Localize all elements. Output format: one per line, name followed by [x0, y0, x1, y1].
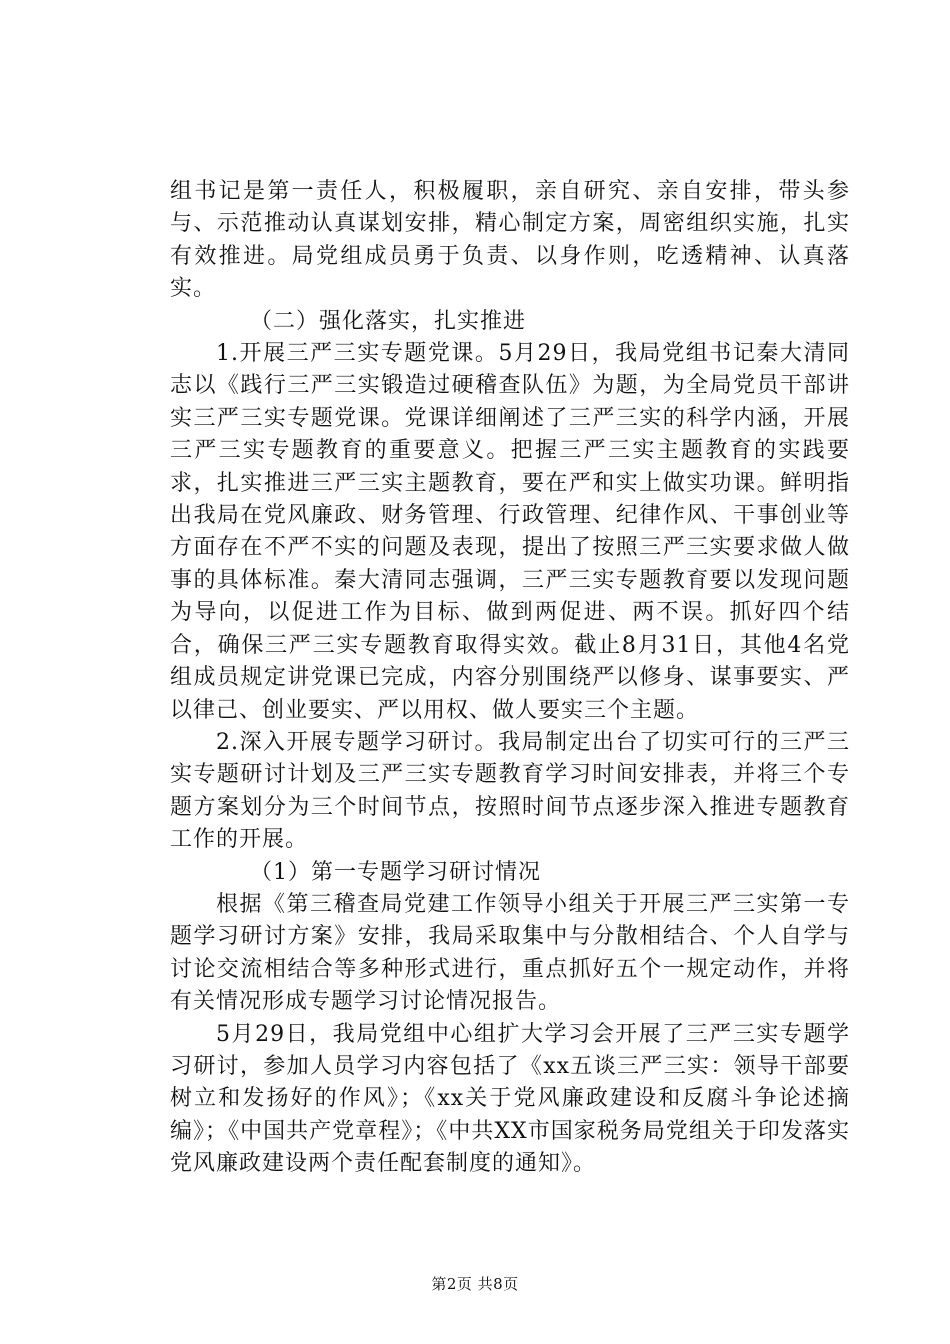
paragraph-continuation: 组书记是第一责任人，积极履职，亲自研究、亲自安排，带头参与、示范推动认真谋划安排，精心制定方案，周密组织实施，扎实有效推进。局党组成员勇于负责、以身作则，吃透精神、认真落实。	[170, 179, 850, 302]
paragraph-may-29-study: 5月29日，我局党组中心组扩大学习会开展了三严三实专题学习研讨，参加人员学习内容包括了《xx五谈三严三实：领导干部要树立和发扬好的作风》；《xx关于党风廉政建设和反腐斗争论述摘编》；《中国共产党章程》；《中共XX市国家税务局党组关于印发落实党风廉政建设两个责任配套制度的通知》。	[170, 1021, 850, 1177]
paragraph-study-seminar: 2.深入开展专题学习研讨。我局制定出台了切实可行的三严三实专题研讨计划及三严三实专题教育学习时间安排表，并将三个专题方案划分为三个时间节点，按照时间节点逐步深入推进专题教育工作的开展。	[170, 729, 850, 853]
section-heading: （二）强化落实，扎实推进	[250, 308, 527, 334]
page-footer: 第2页 共8页	[431, 1275, 519, 1293]
subsection-heading: （1）第一专题学习研讨情况	[250, 859, 541, 885]
document-body	[170, 176, 850, 1181]
paragraph-party-lecture: 1.开展三严三实专题党课。5月29日，我局党组书记秦大清同志以《践行三严三实锻造过硬稽查队伍》为题，为全局党员干部讲实三严三实专题党课。党课详细阐述了三严三实的科学内涵，开展三严三实专题教育的重要意义。把握三严三实主题教育的实践要求，扎实推进三严三实主题教育，要在严和实上做实功课。鲜明指出我局在党风廉政、财务管理、行政管理、纪律作风、干事创业等方面存在不严不实的问题及表现，提出了按照三严三实要求做人做事的具体标准。秦大清同志强调，三严三实专题教育要以发现问题为导向，以促进工作为目标、做到两促进、两不误。抓好四个结合，确保三严三实专题教育取得实效。截止8月31日，其他4名党组成员规定讲党课已完成，内容分别围绕严以修身、谋事要实、严以律己、创业要实、严以用权、做人要实三个主题。	[170, 341, 850, 723]
paragraph-first-topic: 根据《第三稽查局党建工作领导小组关于开展三严三实第一专题学习研讨方案》安排，我局采取集中与分散相结合、个人自学与讨论交流相结合等多种形式进行，重点抓好五个一规定动作，并将有关情况形成专题学习讨论情况报告。	[170, 891, 850, 1015]
